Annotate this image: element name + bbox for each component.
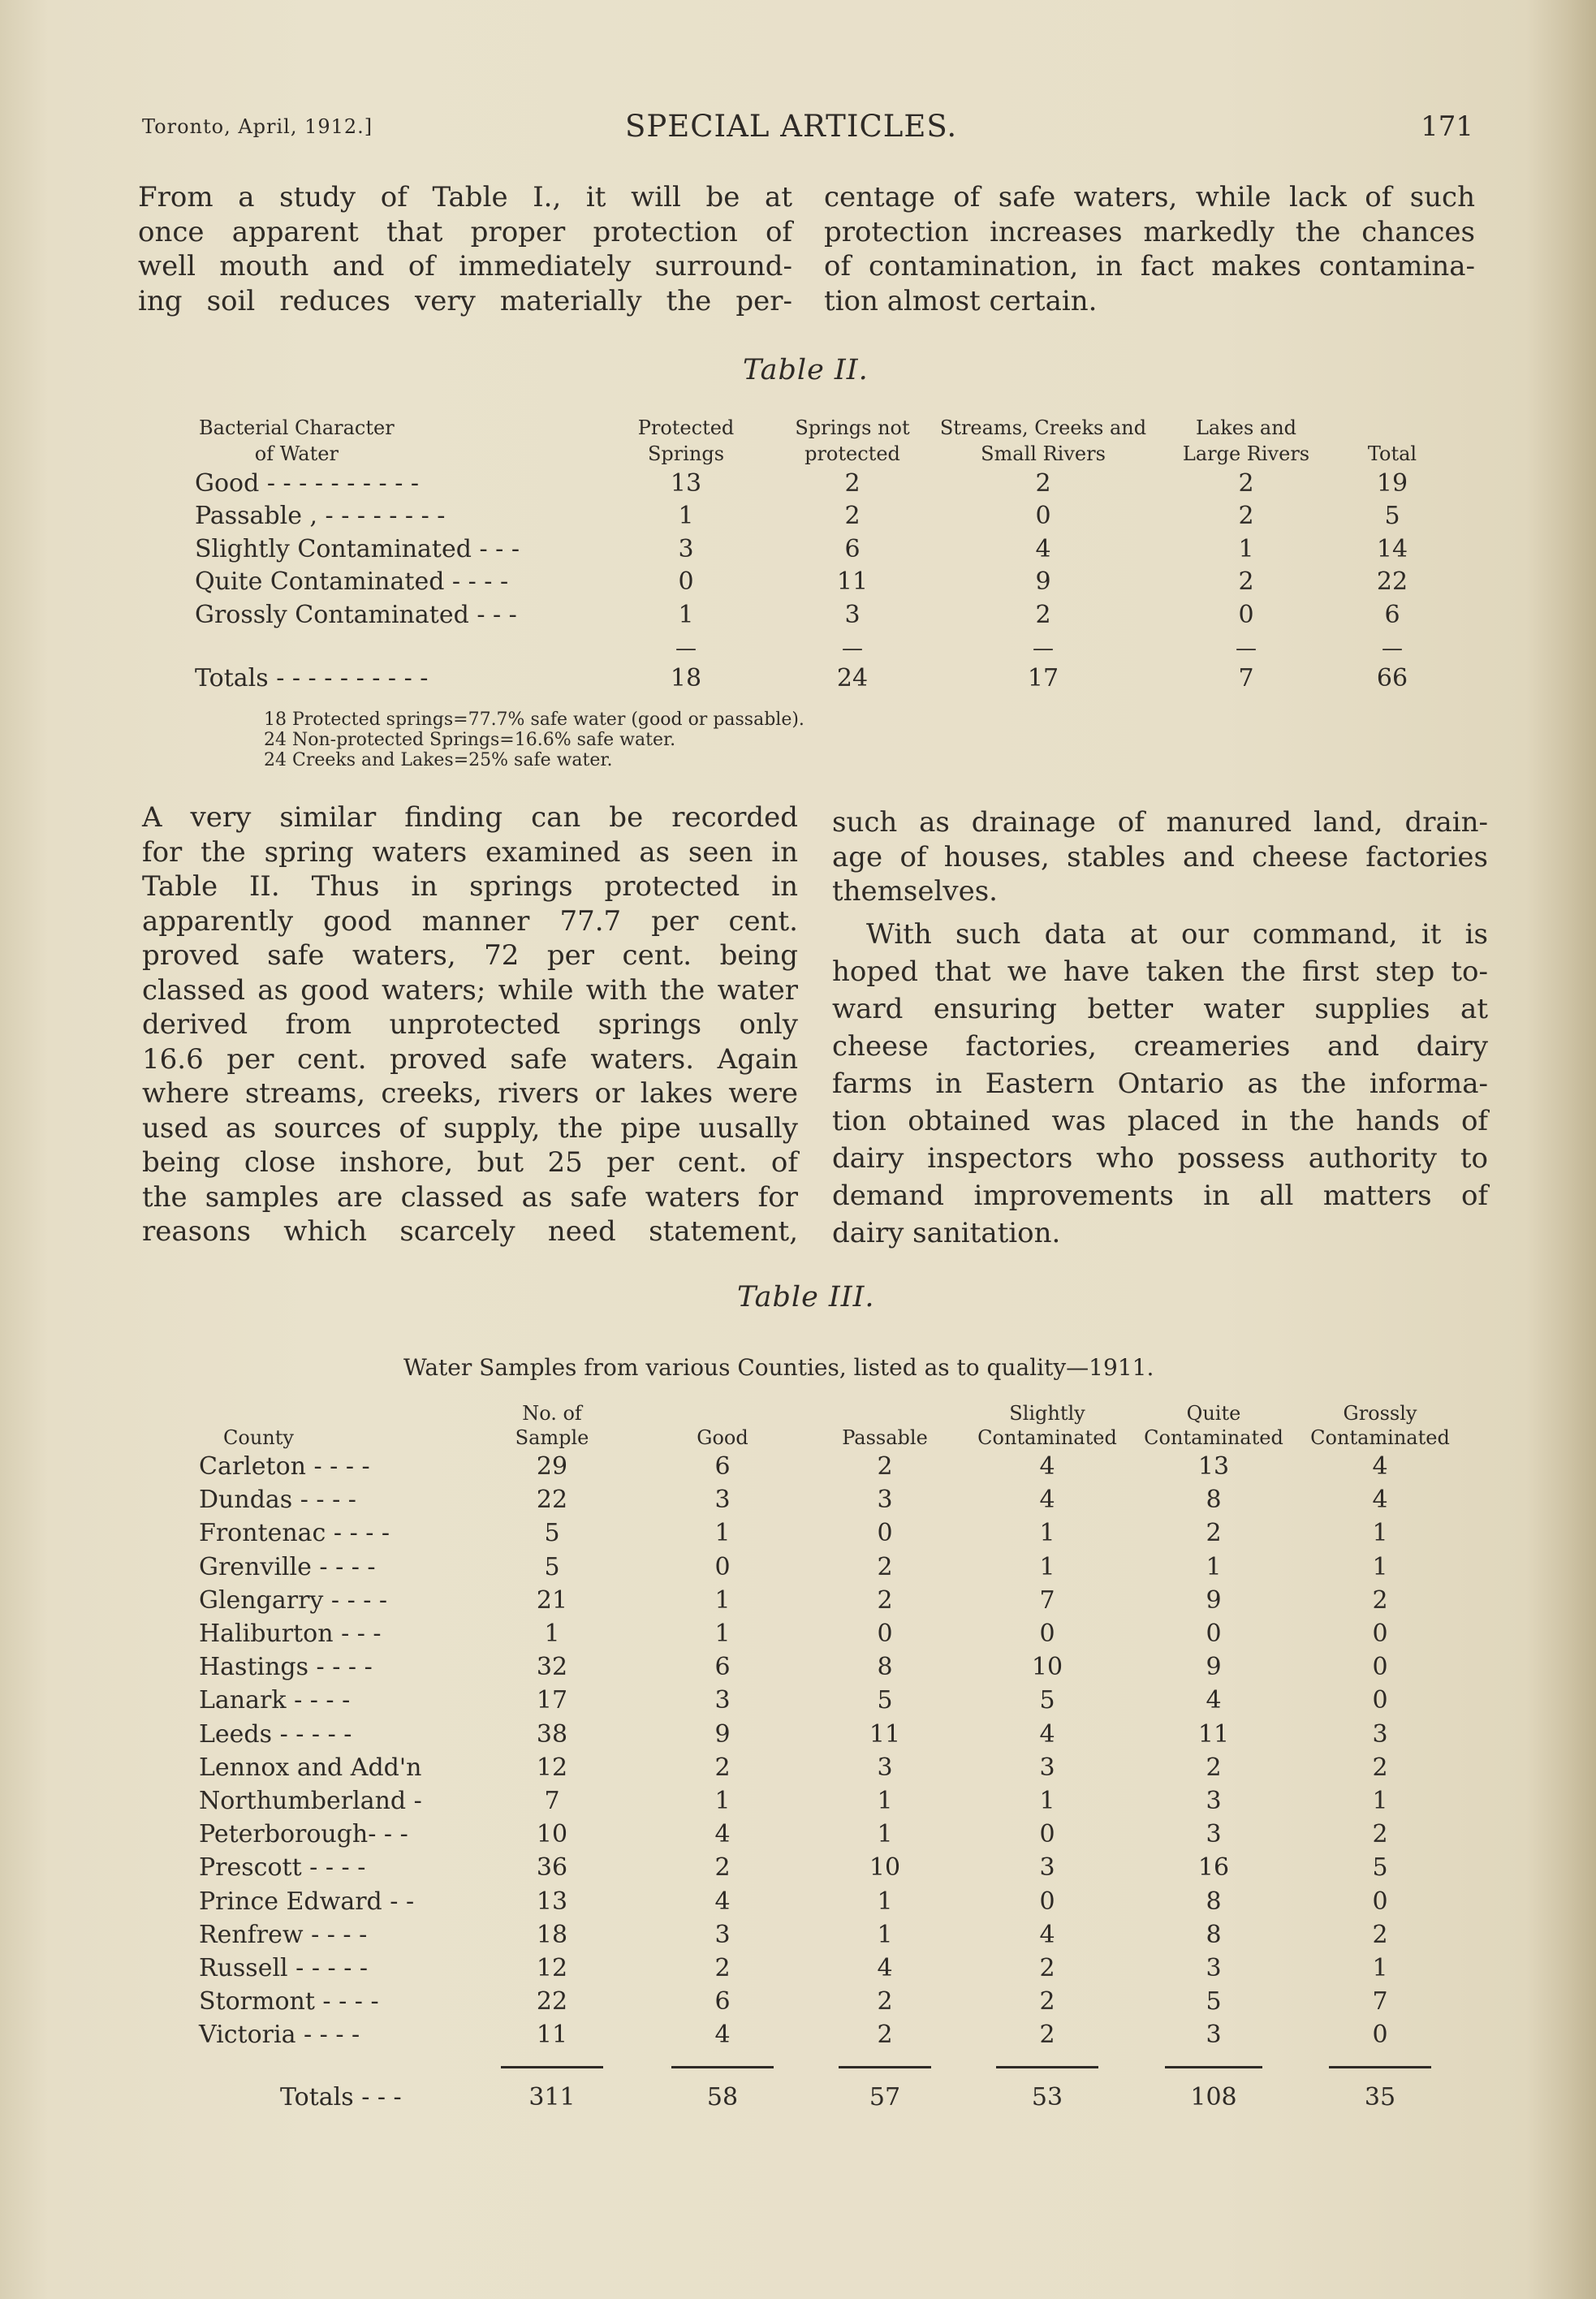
header-line: Small Rivers bbox=[981, 442, 1106, 465]
cell: 4 bbox=[1206, 1686, 1222, 1715]
table3-header-good bbox=[637, 1395, 808, 1450]
header-line: Total bbox=[1367, 442, 1417, 465]
county-label: Peterborough- - - bbox=[199, 1820, 408, 1849]
text-line: of contamination, in fact makes contamina- bbox=[824, 250, 1475, 283]
cell: 10 bbox=[869, 1853, 901, 1883]
cell: 8 bbox=[1206, 1486, 1222, 1515]
cell: 12 bbox=[536, 1753, 568, 1782]
text-line: hoped that we have taken the first step to- bbox=[832, 955, 1488, 988]
header-line: Passable bbox=[842, 1426, 928, 1449]
cell: 1 bbox=[1206, 1552, 1222, 1581]
cell: 2 bbox=[877, 1552, 893, 1581]
cell: 3 bbox=[714, 1686, 731, 1715]
cell: 58 bbox=[706, 2082, 739, 2111]
cell: 11 bbox=[1197, 1719, 1230, 1749]
cell: 0 bbox=[1039, 1820, 1055, 1849]
cell: 8 bbox=[877, 1653, 893, 1682]
table2-row bbox=[195, 467, 1445, 500]
cell: 1 bbox=[877, 1820, 893, 1849]
header-line: Large Rivers bbox=[1182, 442, 1310, 465]
table3-row bbox=[199, 1918, 1465, 1952]
table2-row bbox=[195, 533, 1445, 566]
running-head bbox=[142, 109, 1473, 149]
text-line: centage of safe waters, while lack of such bbox=[824, 181, 1475, 214]
cell: 3 bbox=[877, 1753, 893, 1782]
county-label: Grenville - - - - bbox=[199, 1552, 376, 1581]
cell: 2 bbox=[1238, 468, 1254, 498]
cell: 0 bbox=[1372, 2021, 1388, 2050]
cell: 0 bbox=[1039, 1620, 1055, 1649]
cell: 38 bbox=[536, 1719, 568, 1749]
text-line: derived from unprotected springs only bbox=[142, 1008, 798, 1041]
cell: 7 bbox=[1039, 1585, 1055, 1615]
county-label: Haliburton - - - bbox=[199, 1620, 382, 1649]
cell: 3 bbox=[678, 534, 694, 563]
cell: 1 bbox=[877, 1920, 893, 1949]
cell: 17 bbox=[536, 1686, 568, 1715]
cell: 2 bbox=[1372, 1820, 1388, 1849]
header-line: Contaminated bbox=[1144, 1426, 1283, 1449]
text-line: cheese factories, creameries and dairy bbox=[832, 1030, 1488, 1063]
header-line: Contaminated bbox=[1310, 1426, 1450, 1449]
county-label: Hastings - - - - bbox=[199, 1653, 373, 1682]
cell: 3 bbox=[714, 1486, 731, 1515]
cell: 22 bbox=[536, 1486, 568, 1515]
cell: 311 bbox=[528, 2082, 576, 2111]
cell: 9 bbox=[1206, 1653, 1222, 1682]
text-line: proved safe waters, 72 per cent. being bbox=[142, 939, 798, 972]
cell: 4 bbox=[714, 1887, 731, 1916]
cell: 0 bbox=[877, 1519, 893, 1548]
cell: 4 bbox=[1039, 1719, 1055, 1749]
cell: 1 bbox=[714, 1786, 731, 1815]
text-line: such as drainage of manured land, drain- bbox=[832, 806, 1488, 839]
row-label: Good - - - - - - - - - - bbox=[195, 468, 420, 498]
table2-caption: Table II. bbox=[743, 354, 869, 386]
table3-row bbox=[199, 1818, 1465, 1851]
row-label: Slightly Contaminated - - - bbox=[195, 534, 520, 563]
county-label: Stormont - - - - bbox=[199, 1987, 379, 2016]
text-line: once apparent that proper protection of bbox=[138, 215, 792, 248]
table3-row bbox=[199, 1884, 1465, 1917]
text-line: being close inshore, but 25 per cent. of bbox=[142, 1146, 798, 1179]
cell: 5 bbox=[544, 1519, 560, 1548]
cell: 2 bbox=[714, 1753, 731, 1782]
cell: 2 bbox=[1238, 567, 1254, 597]
cell: 2 bbox=[877, 2021, 893, 2050]
text-line: where streams, creeks, rivers or lakes were bbox=[142, 1077, 798, 1110]
cell: 8 bbox=[1206, 1887, 1222, 1916]
cell: 14 bbox=[1376, 534, 1408, 563]
running-head-date: Toronto, April, 1912.] bbox=[142, 115, 373, 138]
header-line: Grossly bbox=[1343, 1402, 1417, 1425]
table3-row bbox=[199, 1617, 1465, 1650]
cell: 22 bbox=[1376, 567, 1408, 597]
cell: 7 bbox=[1238, 664, 1254, 692]
cell: 6 bbox=[714, 1452, 731, 1482]
header-line: Slightly bbox=[1009, 1402, 1085, 1425]
header-line: of Water bbox=[254, 442, 339, 465]
cell: 6 bbox=[714, 1987, 731, 2016]
rule bbox=[1165, 2066, 1262, 2068]
table3-header-grossly bbox=[1295, 1395, 1465, 1450]
cell: 4 bbox=[1039, 1486, 1055, 1515]
cell: 2 bbox=[1372, 1585, 1388, 1615]
cell: 2 bbox=[1372, 1920, 1388, 1949]
cell: 1 bbox=[1238, 534, 1254, 563]
cell: 4 bbox=[1039, 1452, 1055, 1482]
cell: 36 bbox=[536, 1853, 568, 1883]
row-label: Passable , - - - - - - - - bbox=[195, 502, 446, 531]
cell: 1 bbox=[1372, 1552, 1388, 1581]
table2-row bbox=[195, 500, 1445, 533]
table3-row bbox=[199, 1952, 1465, 1985]
table2-rule-row bbox=[195, 632, 1445, 661]
cell: 9 bbox=[1206, 1585, 1222, 1615]
cell: 0 bbox=[1238, 600, 1254, 629]
cell: 2 bbox=[1039, 1987, 1055, 2016]
cell: 1 bbox=[714, 1519, 731, 1548]
cell: 4 bbox=[1372, 1486, 1388, 1515]
rule bbox=[1329, 2066, 1431, 2068]
text-line: demand improvements in all matters of bbox=[832, 1180, 1488, 1212]
table3-row bbox=[199, 1784, 1465, 1818]
cell: 1 bbox=[1372, 1786, 1388, 1815]
cell: 3 bbox=[1372, 1719, 1388, 1749]
rule: — bbox=[1236, 636, 1257, 661]
text-line: reasons which scarcely need statement, bbox=[142, 1215, 798, 1248]
county-label: Glengarry - - - - bbox=[199, 1585, 388, 1615]
table3-row bbox=[199, 1450, 1465, 1483]
cell: 5 bbox=[1206, 1987, 1222, 2016]
cell: 11 bbox=[869, 1719, 901, 1749]
header-line: Streams, Creeks and bbox=[939, 416, 1147, 439]
text-line: well mouth and of immediately surround- bbox=[138, 250, 792, 283]
text-line: dairy sanitation. bbox=[832, 1217, 1061, 1249]
cell: 2 bbox=[877, 1987, 893, 2016]
table2-note: 18 Protected springs=77.7% safe water (good or passable). bbox=[264, 710, 804, 730]
text-line: farms in Eastern Ontario as the informa- bbox=[832, 1068, 1488, 1100]
rule: — bbox=[1033, 636, 1054, 661]
cell: 10 bbox=[1031, 1653, 1063, 1682]
table3-row bbox=[199, 1584, 1465, 1617]
cell: 2 bbox=[1035, 468, 1051, 498]
table2-header-lakes bbox=[1153, 410, 1339, 467]
text-line: Table II. Thus in springs protected in bbox=[142, 870, 798, 903]
header-line: Bacterial Character bbox=[199, 416, 395, 439]
header-line: Lakes and bbox=[1195, 416, 1297, 439]
table2-row bbox=[195, 566, 1445, 599]
text-line: the samples are classed as safe waters for bbox=[142, 1180, 798, 1214]
cell: 53 bbox=[1031, 2082, 1063, 2111]
cell: 1 bbox=[1372, 1953, 1388, 1982]
table2-header-row bbox=[195, 410, 1445, 467]
county-label: Renfrew - - - - bbox=[199, 1920, 368, 1949]
table3-rule-row bbox=[199, 2051, 1465, 2080]
text-line: From a study of Table I., it will be at bbox=[138, 181, 792, 214]
text-line: tion almost certain. bbox=[824, 284, 1098, 317]
text-line: A very similar finding can be recorded bbox=[142, 801, 798, 834]
cell: 7 bbox=[544, 1786, 560, 1815]
header-line: Protected bbox=[637, 416, 735, 439]
cell: 2 bbox=[844, 468, 861, 498]
cell: 16 bbox=[1197, 1853, 1230, 1883]
header-line: County bbox=[223, 1426, 294, 1449]
table2-note: 24 Non-protected Springs=16.6% safe water. bbox=[264, 730, 676, 750]
cell: 1 bbox=[1372, 1519, 1388, 1548]
cell: 9 bbox=[1035, 567, 1051, 597]
header-line: protected bbox=[804, 442, 900, 465]
cell: 18 bbox=[536, 1920, 568, 1949]
cell: 1 bbox=[714, 1585, 731, 1615]
text-line: With such data at our command, it is bbox=[866, 918, 1488, 951]
county-label: Leeds - - - - - bbox=[199, 1719, 352, 1749]
text-line: used as sources of supply, the pipe uusally bbox=[142, 1111, 798, 1145]
cell: 3 bbox=[844, 600, 861, 629]
cell: 0 bbox=[1372, 1887, 1388, 1916]
cell: 4 bbox=[714, 2021, 731, 2050]
county-label: Northumberland - bbox=[199, 1786, 422, 1815]
cell: 18 bbox=[670, 664, 702, 692]
header-line: Quite bbox=[1186, 1402, 1241, 1425]
text-line: protection increases markedly the chances bbox=[824, 215, 1475, 248]
cell: 3 bbox=[1039, 1853, 1055, 1883]
cell: 4 bbox=[877, 1953, 893, 1982]
intro-col1 bbox=[138, 180, 792, 318]
table3-row bbox=[199, 1483, 1465, 1516]
text-line: dairy inspectors who possess authority to bbox=[832, 1142, 1488, 1175]
rule bbox=[671, 2066, 774, 2068]
cell: 0 bbox=[877, 1620, 893, 1649]
cell: 2 bbox=[1035, 600, 1051, 629]
table3-header-samples bbox=[467, 1395, 637, 1450]
cell: 66 bbox=[1376, 664, 1408, 692]
text-line: ing soil reduces very materially the per- bbox=[138, 284, 792, 317]
row-label: Quite Contaminated - - - - bbox=[195, 567, 509, 597]
row-label: Totals - - - bbox=[280, 2082, 402, 2111]
cell: 1 bbox=[877, 1786, 893, 1815]
table2-header-total bbox=[1339, 410, 1445, 467]
header-line: Contaminated bbox=[977, 1426, 1117, 1449]
cell: 4 bbox=[1372, 1452, 1388, 1482]
cell: 1 bbox=[1039, 1519, 1055, 1548]
cell: 57 bbox=[869, 2082, 901, 2111]
row-label: Totals - - - - - - - - - - bbox=[195, 664, 429, 692]
row-label: Grossly Contaminated - - - bbox=[195, 600, 517, 629]
cell: 108 bbox=[1190, 2082, 1237, 2111]
table3-totals-row bbox=[199, 2080, 1465, 2114]
cell: 5 bbox=[1372, 1853, 1388, 1883]
text-line: tion obtained was placed in the hands of bbox=[832, 1105, 1488, 1137]
table2-row bbox=[195, 598, 1445, 632]
header-line: Springs bbox=[647, 442, 725, 465]
cell: 0 bbox=[1372, 1686, 1388, 1715]
running-head-section: SPECIAL ARTICLES. bbox=[625, 109, 958, 144]
text-line: for the spring waters examined as seen in bbox=[142, 835, 798, 869]
table3-row bbox=[199, 1516, 1465, 1550]
cell: 29 bbox=[536, 1452, 568, 1482]
county-label: Lennox and Add'n bbox=[199, 1753, 422, 1782]
cell: 3 bbox=[1206, 1953, 1222, 1982]
cell: 4 bbox=[1035, 534, 1051, 563]
cell: 2 bbox=[1039, 2021, 1055, 2050]
cell: 2 bbox=[877, 1452, 893, 1482]
table3-row bbox=[199, 1650, 1465, 1684]
cell: 1 bbox=[678, 600, 694, 629]
table3-row bbox=[199, 1851, 1465, 1884]
cell: 0 bbox=[714, 1552, 731, 1581]
cell: 2 bbox=[1039, 1953, 1055, 1982]
cell: 0 bbox=[1372, 1620, 1388, 1649]
county-label: Carleton - - - - bbox=[199, 1452, 370, 1482]
cell: 3 bbox=[714, 1920, 731, 1949]
table2-note: 24 Creeks and Lakes=25% safe water. bbox=[264, 750, 613, 770]
cell: 5 bbox=[544, 1552, 560, 1581]
cell: 35 bbox=[1364, 2082, 1396, 2111]
county-label: Lanark - - - - bbox=[199, 1686, 351, 1715]
header-line: Good bbox=[697, 1426, 748, 1449]
table3-body bbox=[199, 1450, 1465, 2051]
cell: 11 bbox=[536, 2021, 568, 2050]
cell: 2 bbox=[877, 1585, 893, 1615]
rule: — bbox=[842, 636, 863, 661]
cell: 3 bbox=[1206, 1820, 1222, 1849]
cell: 11 bbox=[836, 567, 869, 597]
cell: 4 bbox=[1039, 1920, 1055, 1949]
cell: 1 bbox=[877, 1887, 893, 1916]
table3-title: Water Samples from various Counties, listed as to quality—1911. bbox=[403, 1354, 1154, 1381]
table3-header-quite bbox=[1132, 1395, 1295, 1450]
table2-notes bbox=[264, 710, 804, 770]
table3-header-county bbox=[199, 1395, 467, 1450]
table2-header-not-protected bbox=[771, 410, 934, 467]
county-label: Frontenac - - - - bbox=[199, 1519, 390, 1548]
table3-header-slightly bbox=[962, 1395, 1132, 1450]
cell: 5 bbox=[1039, 1686, 1055, 1715]
county-label: Prince Edward - - bbox=[199, 1887, 415, 1916]
cell: 2 bbox=[714, 1953, 731, 1982]
cell: 5 bbox=[1384, 502, 1400, 531]
county-label: Dundas - - - - bbox=[199, 1486, 356, 1515]
cell: 9 bbox=[714, 1719, 731, 1749]
rule: — bbox=[675, 636, 697, 661]
cell: 0 bbox=[1206, 1620, 1222, 1649]
header-line: Springs not bbox=[795, 416, 910, 439]
cell: 13 bbox=[1197, 1452, 1230, 1482]
intro-col2 bbox=[824, 180, 1475, 318]
header-line: Sample bbox=[515, 1426, 589, 1449]
cell: 13 bbox=[670, 468, 702, 498]
table3-row bbox=[199, 1551, 1465, 1584]
table2-totals-row bbox=[195, 661, 1445, 697]
header-line: No. of bbox=[522, 1402, 582, 1425]
cell: 6 bbox=[844, 534, 861, 563]
table2-header-character bbox=[195, 410, 601, 467]
table3-row bbox=[199, 1751, 1465, 1784]
middle-col2-p1 bbox=[832, 805, 1488, 909]
cell: 1 bbox=[1039, 1786, 1055, 1815]
rule bbox=[839, 2066, 931, 2068]
table2-header-protected bbox=[601, 410, 771, 467]
cell: 3 bbox=[877, 1486, 893, 1515]
cell: 3 bbox=[1206, 2021, 1222, 2050]
cell: 6 bbox=[714, 1653, 731, 1682]
cell: 1 bbox=[544, 1620, 560, 1649]
cell: 1 bbox=[714, 1620, 731, 1649]
cell: 0 bbox=[1035, 502, 1051, 531]
text-line: themselves. bbox=[832, 875, 998, 908]
cell: 5 bbox=[877, 1686, 893, 1715]
cell: 4 bbox=[714, 1820, 731, 1849]
cell: 22 bbox=[536, 1987, 568, 2016]
rule bbox=[501, 2066, 603, 2068]
cell: 2 bbox=[844, 502, 861, 531]
cell: 3 bbox=[1039, 1753, 1055, 1782]
cell: 2 bbox=[1206, 1753, 1222, 1782]
cell: 21 bbox=[536, 1585, 568, 1615]
cell: 19 bbox=[1376, 468, 1408, 498]
county-label: Russell - - - - - bbox=[199, 1953, 369, 1982]
cell: 0 bbox=[678, 567, 694, 597]
cell: 1 bbox=[1039, 1552, 1055, 1581]
cell: 7 bbox=[1372, 1987, 1388, 2016]
cell: 0 bbox=[1372, 1653, 1388, 1682]
table2-header-streams bbox=[934, 410, 1153, 467]
cell: 32 bbox=[536, 1653, 568, 1682]
middle-col2-p2 bbox=[832, 916, 1488, 1252]
text-line: age of houses, stables and cheese factories bbox=[832, 840, 1488, 873]
rule: — bbox=[1382, 636, 1403, 661]
cell: 24 bbox=[836, 664, 869, 692]
page-number: 171 bbox=[1421, 110, 1473, 143]
table3-row bbox=[199, 1985, 1465, 2018]
cell: 2 bbox=[1238, 502, 1254, 531]
cell: 3 bbox=[1206, 1786, 1222, 1815]
table3-header-row bbox=[199, 1395, 1465, 1450]
rule bbox=[996, 2066, 1098, 2068]
cell: 12 bbox=[536, 1953, 568, 1982]
cell: 2 bbox=[1372, 1753, 1388, 1782]
county-label: Prescott - - - - bbox=[199, 1853, 366, 1883]
cell: 0 bbox=[1039, 1887, 1055, 1916]
cell: 2 bbox=[1206, 1519, 1222, 1548]
text-line: ward ensuring better water supplies at bbox=[832, 993, 1488, 1025]
cell: 10 bbox=[536, 1820, 568, 1849]
county-label: Victoria - - - - bbox=[199, 2021, 360, 2050]
table3-row bbox=[199, 1684, 1465, 1717]
middle-col1 bbox=[142, 800, 798, 1249]
table3-caption: Table III. bbox=[737, 1281, 875, 1313]
cell: 1 bbox=[678, 502, 694, 531]
cell: 13 bbox=[536, 1887, 568, 1916]
text-line: 16.6 per cent. proved safe waters. Again bbox=[142, 1042, 798, 1076]
cell: 8 bbox=[1206, 1920, 1222, 1949]
table3-row bbox=[199, 1718, 1465, 1751]
cell: 6 bbox=[1384, 600, 1400, 629]
table3 bbox=[199, 1395, 1465, 2114]
text-line: classed as good waters; while with the water bbox=[142, 973, 798, 1007]
table2 bbox=[195, 410, 1445, 697]
table3-row bbox=[199, 2018, 1465, 2051]
cell: 17 bbox=[1027, 664, 1059, 692]
table3-header-passable bbox=[808, 1395, 962, 1450]
cell: 2 bbox=[714, 1853, 731, 1883]
text-line: apparently good manner 77.7 per cent. bbox=[142, 904, 798, 938]
